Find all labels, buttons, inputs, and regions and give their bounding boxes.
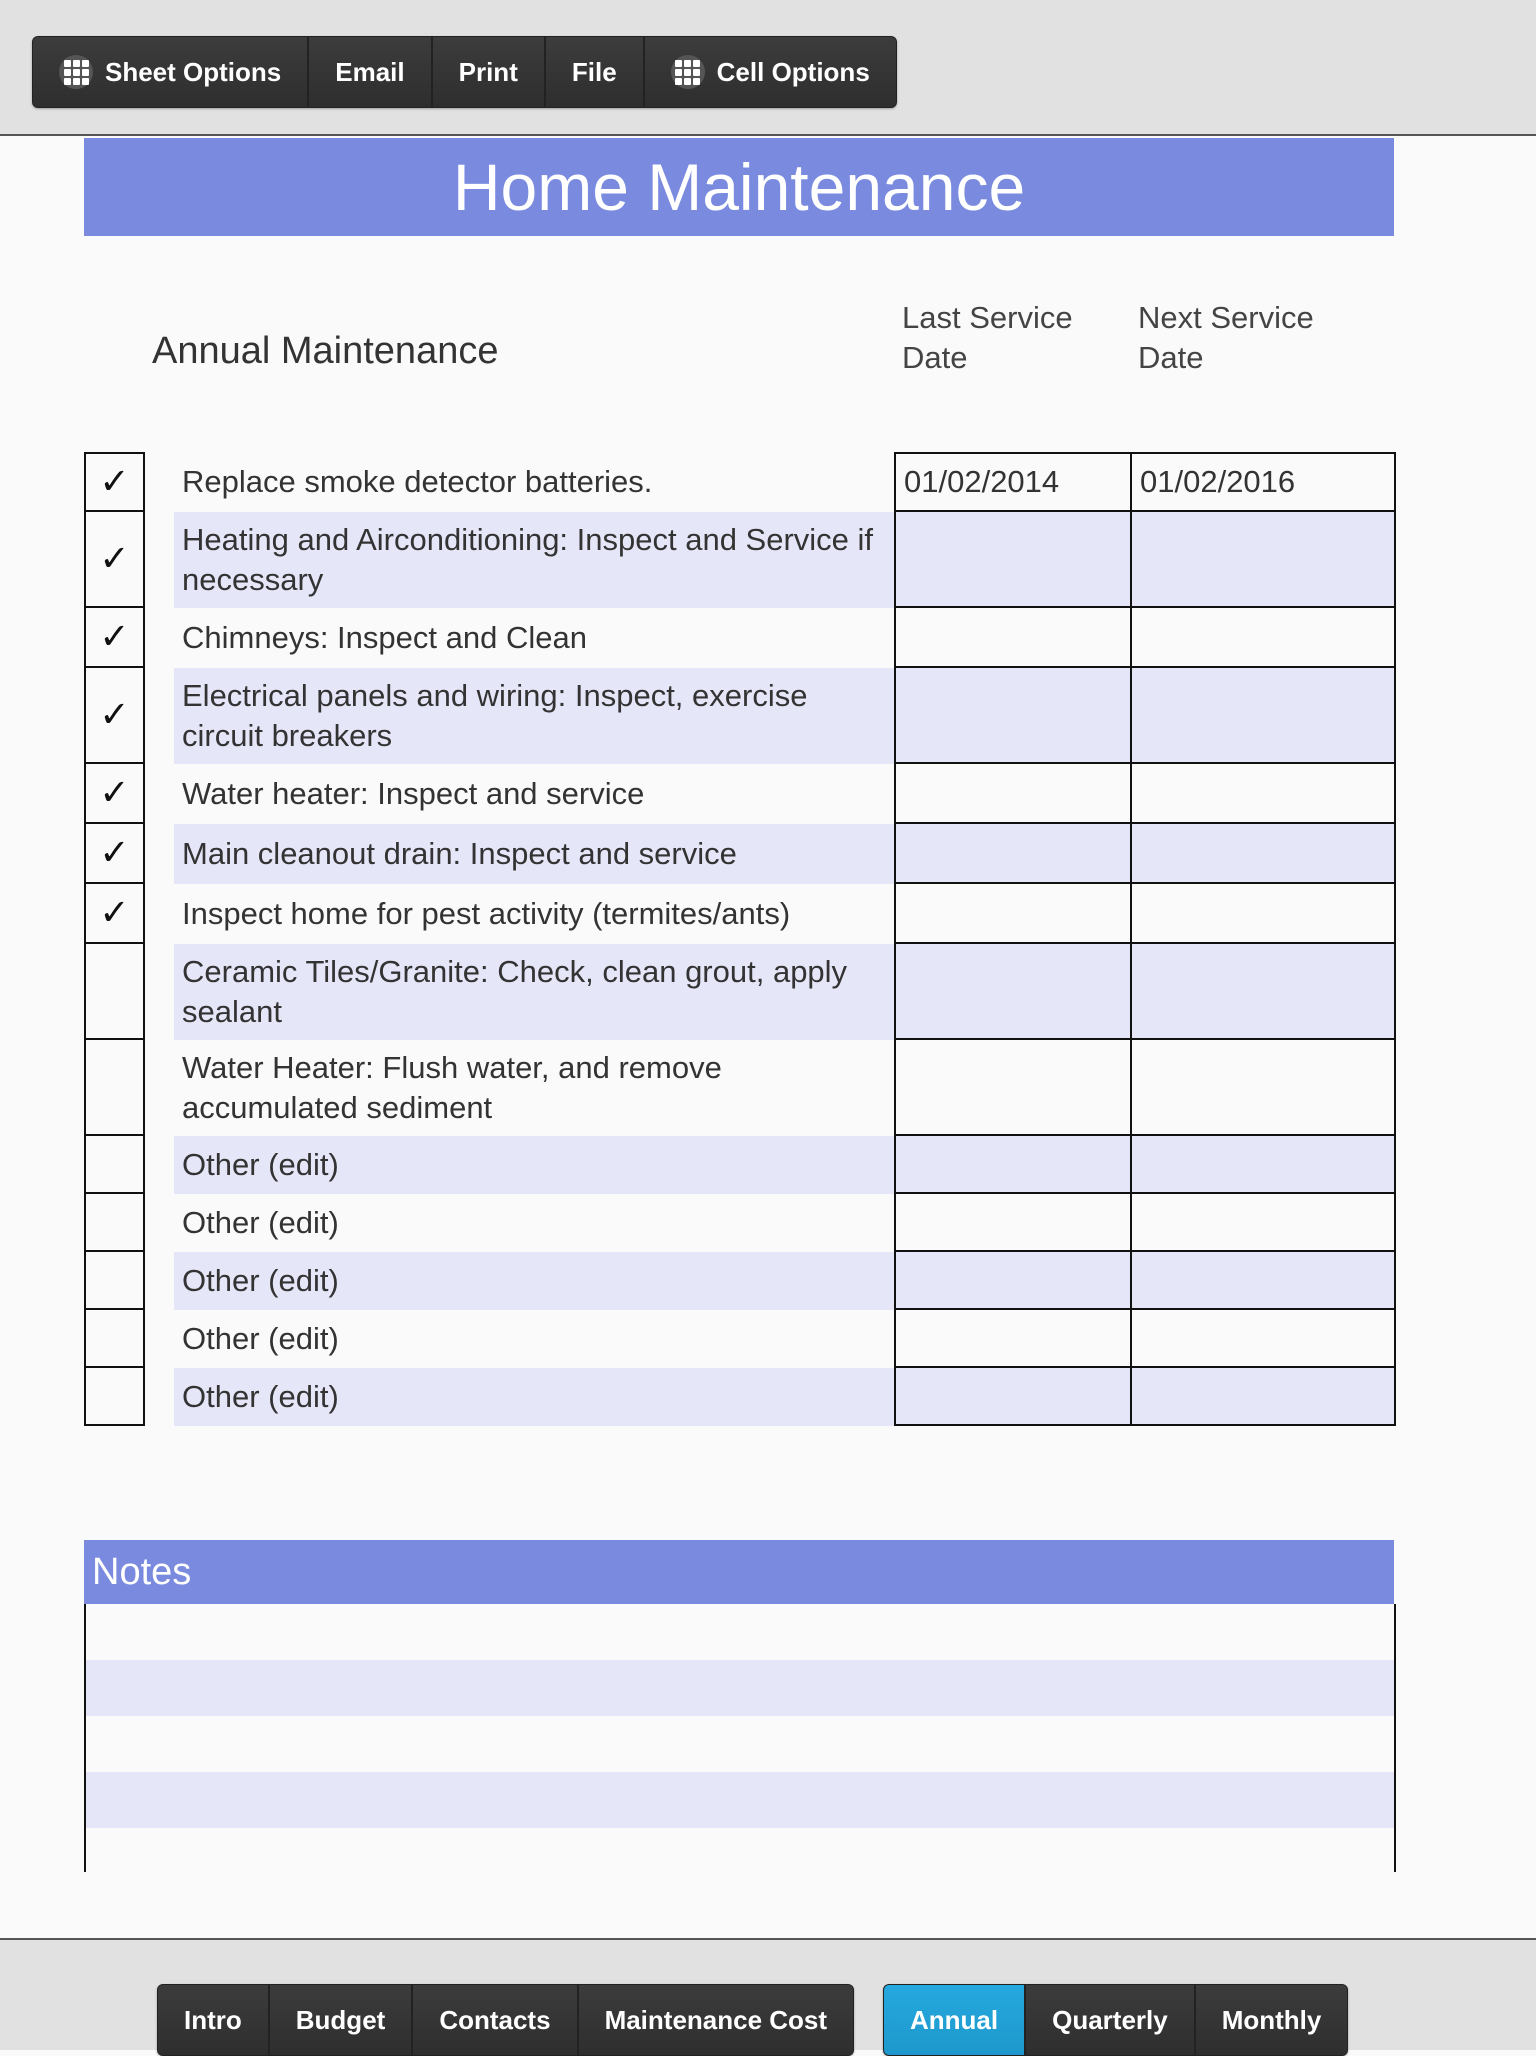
next-service-date-cell[interactable] (1130, 1368, 1396, 1426)
last-service-date-cell[interactable] (894, 1136, 1132, 1194)
tab-contacts[interactable]: Contacts (413, 1985, 578, 2055)
row-checkbox[interactable] (84, 944, 145, 1040)
task-description[interactable]: Other (edit) (174, 1368, 894, 1426)
sheet-tab-group (157, 1984, 854, 2056)
last-service-date-cell[interactable] (894, 824, 1132, 884)
task-description[interactable]: Water Heater: Flush water, and remove accumulated sediment (182, 1050, 722, 1125)
table-row (0, 1194, 1536, 1252)
column-header-next-service: Next Service Date (1138, 300, 1314, 375)
table-row (0, 1040, 1536, 1136)
cell-options-button[interactable] (645, 37, 896, 107)
print-button[interactable]: Print (433, 37, 546, 107)
cell-options-label: Cell Options (716, 56, 870, 87)
row-checkbox[interactable] (84, 1040, 145, 1136)
checkmark-icon: ✓ (99, 892, 130, 934)
last-service-date-cell[interactable] (894, 1252, 1132, 1310)
next-service-date-cell[interactable] (1130, 1310, 1396, 1368)
notes-line[interactable] (86, 1604, 1394, 1660)
table-row (0, 452, 1536, 512)
next-service-date-cell[interactable] (1130, 1040, 1396, 1136)
row-checkbox[interactable] (84, 1194, 145, 1252)
notes-line[interactable] (86, 1828, 1394, 1884)
email-button[interactable]: Email (309, 37, 432, 107)
table-row (0, 764, 1536, 824)
checkmark-icon: ✓ (99, 772, 130, 814)
notes-line[interactable] (86, 1772, 1394, 1828)
row-checkbox[interactable] (84, 608, 145, 668)
row-checkbox[interactable] (84, 824, 145, 884)
row-checkbox[interactable] (84, 1252, 145, 1310)
last-service-date-cell[interactable] (894, 944, 1132, 1040)
next-service-date-cell[interactable] (1130, 1194, 1396, 1252)
table-row (0, 1368, 1536, 1426)
task-description[interactable]: Chimneys: Inspect and Clean (182, 620, 587, 655)
table-row (0, 1252, 1536, 1310)
notes-header: Notes (84, 1540, 1394, 1604)
task-description[interactable]: Inspect home for pest activity (termites/ants) (182, 896, 791, 931)
last-service-date-cell[interactable] (894, 1194, 1132, 1252)
section-label: Annual Maintenance (152, 330, 499, 372)
last-service-date-cell[interactable] (894, 1310, 1132, 1368)
next-service-date-cell[interactable] (1130, 608, 1396, 668)
row-checkbox[interactable] (84, 884, 145, 944)
task-description[interactable]: Other (edit) (174, 1136, 894, 1194)
next-service-date-cell[interactable] (1130, 512, 1396, 608)
row-checkbox[interactable] (84, 1136, 145, 1194)
table-row (0, 1310, 1536, 1368)
checkmark-icon: ✓ (99, 538, 130, 580)
next-service-date-cell[interactable] (1130, 824, 1396, 884)
task-description[interactable]: Ceramic Tiles/Granite: Check, clean grout, apply sealant (174, 944, 894, 1040)
task-description[interactable]: Water heater: Inspect and service (182, 776, 645, 811)
column-header-last-service: Last Service Date (902, 300, 1073, 375)
table-row (0, 1136, 1536, 1194)
checkmark-icon: ✓ (99, 832, 130, 874)
file-button[interactable]: File (546, 37, 645, 107)
row-checkbox[interactable] (84, 1368, 145, 1426)
last-service-date-cell[interactable] (894, 608, 1132, 668)
row-checkbox[interactable] (84, 452, 145, 512)
row-checkbox[interactable] (84, 668, 145, 764)
next-service-date-cell[interactable] (1130, 884, 1396, 944)
tab-monthly[interactable]: Monthly (1196, 1985, 1348, 2055)
task-description[interactable]: Other (edit) (174, 1252, 894, 1310)
last-service-date-cell[interactable] (894, 1368, 1132, 1426)
table-row (0, 608, 1536, 668)
task-description[interactable]: Replace smoke detector batteries. (182, 464, 653, 499)
top-toolbar (0, 0, 1536, 136)
next-service-date-cell[interactable] (1130, 944, 1396, 1040)
next-service-date-cell[interactable]: 01/02/2016 (1130, 452, 1396, 512)
toolbar-button-group (32, 36, 897, 108)
row-checkbox[interactable] (84, 764, 145, 824)
bottom-tab-bar (0, 1938, 1536, 2050)
checkmark-icon: ✓ (99, 694, 130, 736)
sheet-options-label: Sheet Options (105, 56, 282, 87)
table-row (0, 668, 1536, 764)
next-service-date-cell[interactable] (1130, 1252, 1396, 1310)
task-description[interactable]: Other (edit) (182, 1205, 339, 1240)
notes-line[interactable] (86, 1716, 1394, 1772)
checkmark-icon: ✓ (99, 461, 130, 503)
next-service-date-cell[interactable] (1130, 764, 1396, 824)
last-service-date-cell[interactable] (894, 764, 1132, 824)
tab-quarterly[interactable]: Quarterly (1026, 1985, 1196, 2055)
next-service-date-cell[interactable] (1130, 668, 1396, 764)
task-table (0, 452, 1536, 1426)
page-title: Home Maintenance (84, 138, 1394, 236)
last-service-date-cell[interactable] (894, 884, 1132, 944)
period-tab-group (883, 1984, 1348, 2056)
task-description[interactable]: Main cleanout drain: Inspect and service (174, 824, 894, 884)
task-description[interactable]: Heating and Airconditioning: Inspect and Service if necessary (174, 512, 894, 608)
notes-line[interactable] (86, 1660, 1394, 1716)
last-service-date-cell[interactable] (894, 668, 1132, 764)
table-row (0, 944, 1536, 1040)
sheet-options-button[interactable] (33, 37, 309, 107)
checkmark-icon: ✓ (99, 616, 130, 658)
grid-menu-icon (671, 55, 705, 89)
task-description[interactable]: Other (edit) (182, 1321, 339, 1356)
last-service-date-cell[interactable]: 01/02/2014 (894, 452, 1132, 512)
task-description[interactable]: Electrical panels and wiring: Inspect, exercise circuit breakers (174, 668, 894, 764)
notes-area[interactable] (84, 1604, 1396, 1872)
next-service-date-cell[interactable] (1130, 1136, 1396, 1194)
table-row (0, 824, 1536, 884)
last-service-date-cell[interactable] (894, 512, 1132, 608)
tab-intro[interactable]: Intro (158, 1985, 270, 2055)
tab-annual[interactable]: Annual (884, 1985, 1026, 2055)
tab-budget[interactable]: Budget (270, 1985, 414, 2055)
row-checkbox[interactable] (84, 1310, 145, 1368)
last-service-date-cell[interactable] (894, 1040, 1132, 1136)
row-checkbox[interactable] (84, 512, 145, 608)
grid-menu-icon (59, 55, 93, 89)
table-row (0, 884, 1536, 944)
table-row (0, 512, 1536, 608)
tab-maintenance-cost[interactable]: Maintenance Cost (579, 1985, 854, 2055)
